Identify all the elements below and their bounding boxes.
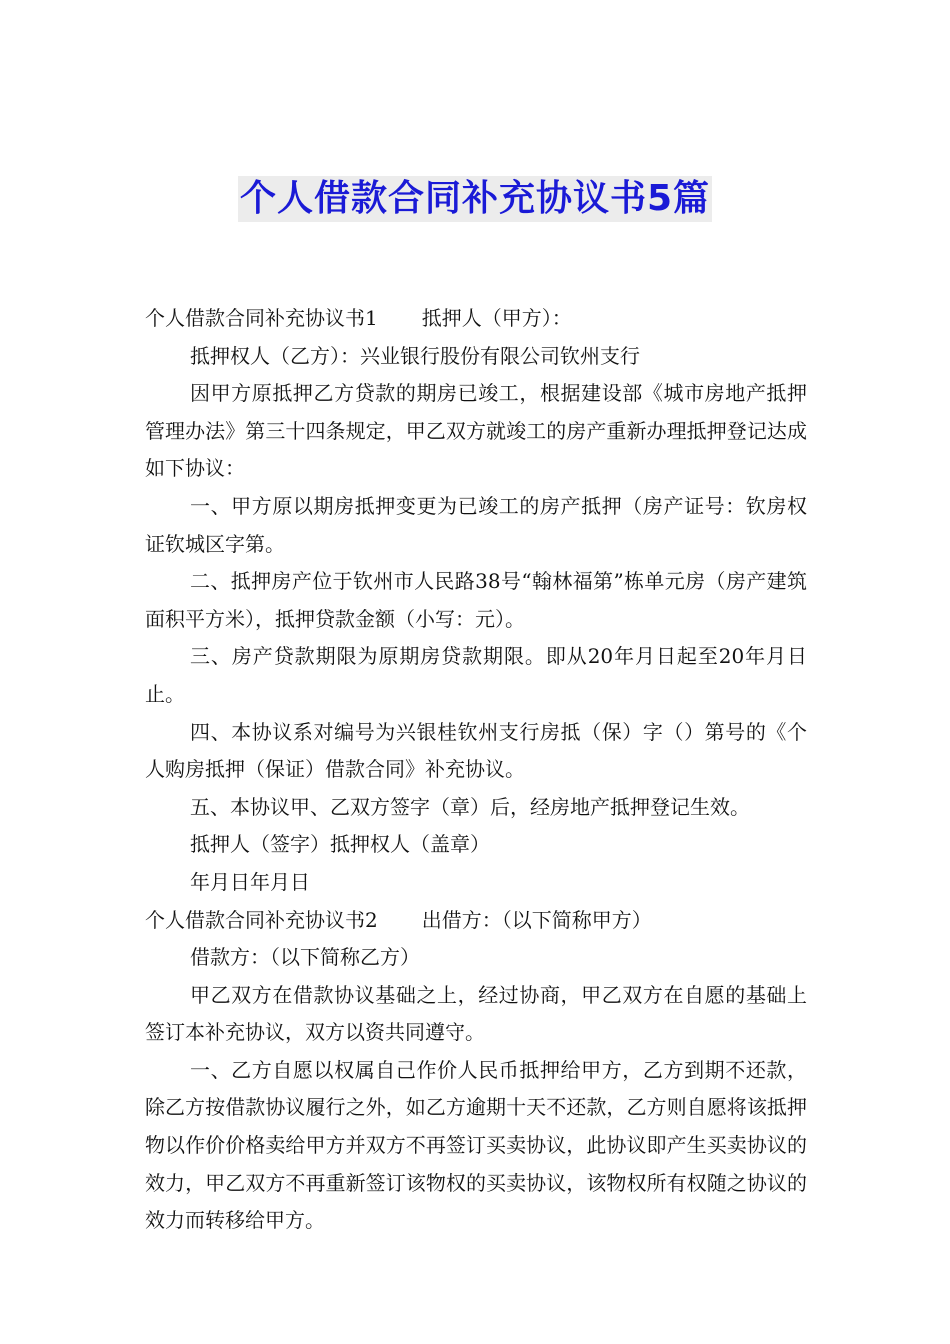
section1-paragraph: 三、房产贷款期限为原期房贷款期限。即从20年月日起至20年月日止。 — [145, 644, 807, 706]
section1-heading — [145, 300, 807, 338]
section2-heading-label: 个人借款合同补充协议书2 — [145, 907, 378, 932]
section1-paragraph: 一、甲方原以期房抵押变更为已竣工的房产抵押（房产证号：钦房权证钦城区字第。 — [145, 493, 807, 556]
document-body — [145, 300, 807, 1240]
section1-paragraph: 五、本协议甲、乙双方签字（章）后，经房地产抵押登记生效。 — [190, 794, 750, 819]
section1-heading-tail: 抵押人（甲方）： — [421, 306, 572, 330]
section1-paragraph: 二、抵押房产位于钦州市人民路38号“翰林福第”栋单元房（房产建筑面积平方米），抵押贷款金额（小写：元）。 — [145, 569, 807, 631]
section2-heading — [145, 902, 807, 940]
section1-signature-line: 抵押人（签字）抵押权人（盖章） — [190, 832, 490, 857]
section2-paragraph: 借款方：（以下简称乙方） — [190, 945, 420, 970]
section1-paragraph: 抵押权人（乙方）：兴业银行股份有限公司钦州支行 — [190, 343, 640, 368]
section1-paragraph: 四、本协议系对编号为兴银桂钦州支行房抵（保）字（）第号的《个人购房抵押（保证）借款合同》补充协议。 — [145, 719, 807, 782]
section2-heading-tail: 出借方：（以下简称甲方） — [421, 907, 652, 932]
section2-paragraph: 甲乙双方在借款协议基础之上，经过协商，甲乙双方在自愿的基础上签订本补充协议，双方以资共同遵守。 — [145, 982, 807, 1045]
section2-paragraph: 一、乙方自愿以权属自己作价人民币抵押给甲方，乙方到期不还款，除乙方按借款协议履行之外，如乙方逾期十天不还款，乙方则自愿将该抵押物以作价价格卖给甲方并双方不再签订买卖协议，此协议即产生买卖协议的效力，甲乙双方不再重新签订该物权的买卖协议，该物权所有权随之协议的效力而转移给甲方。 — [145, 1057, 807, 1233]
title-container — [0, 176, 950, 222]
document-title: 个人借款合同补充协议书5篇 — [238, 176, 712, 222]
section1-date-line: 年月日年月日 — [190, 869, 310, 894]
section1-heading-label: 个人借款合同补充协议书1 — [145, 306, 378, 330]
section1-paragraph: 因甲方原抵押乙方贷款的期房已竣工，根据建设部《城市房地产抵押管理办法》第三十四条规定，甲乙双方就竣工的房产重新办理抵押登记达成如下协议： — [145, 381, 807, 481]
